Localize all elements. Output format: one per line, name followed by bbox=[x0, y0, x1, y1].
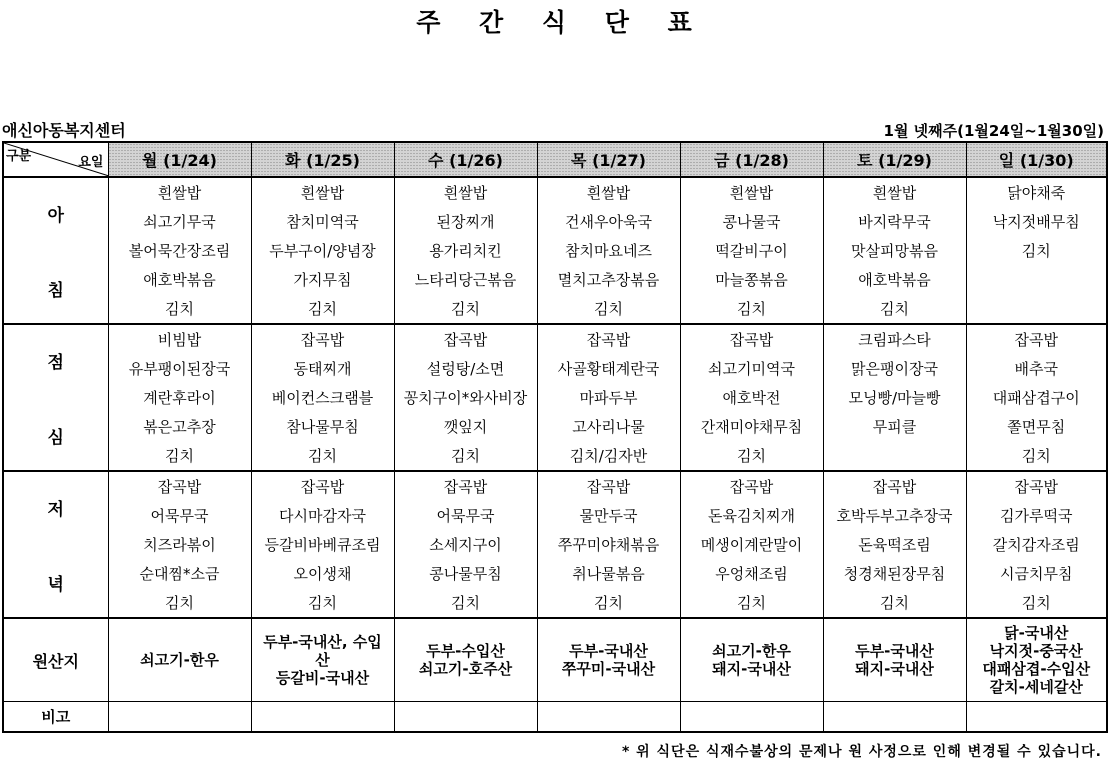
menu-item: 잡곡밥 bbox=[537, 471, 680, 501]
menu-item: 순대찜*소금 bbox=[108, 559, 251, 588]
footer-note: * 위 식단은 식재수불상의 문제나 원 사정으로 인해 변경될 수 있습니다. bbox=[621, 744, 1102, 760]
menu-item: 흰쌀밥 bbox=[394, 177, 537, 207]
menu-item: 호박두부고추장국 bbox=[823, 501, 966, 530]
day-header: 토 (1/29) bbox=[823, 142, 966, 177]
menu-item: 김치 bbox=[394, 294, 537, 324]
note-row bbox=[3, 702, 1107, 733]
day-header: 목 (1/27) bbox=[537, 142, 680, 177]
menu-item: 떡갈비구이 bbox=[680, 236, 823, 265]
meal-label-top: 점 bbox=[47, 352, 64, 373]
origin-line: 두부-수입산 bbox=[426, 642, 505, 660]
menu-item bbox=[823, 441, 966, 471]
page-title: 주 간 식 단 표 bbox=[416, 8, 707, 37]
origin-line: 두부-국내산 bbox=[855, 642, 934, 660]
note-cell bbox=[680, 702, 823, 733]
corner-cell bbox=[3, 142, 108, 177]
menu-item: 설렁탕/소면 bbox=[394, 354, 537, 383]
menu-item: 김치 bbox=[537, 588, 680, 618]
origin-line: 두부-국내산 bbox=[569, 642, 648, 660]
menu-item: 참치미역국 bbox=[251, 207, 394, 236]
menu-item: 흰쌀밥 bbox=[823, 177, 966, 207]
menu-item: 애호박볶음 bbox=[108, 265, 251, 294]
menu-item: 애호박전 bbox=[680, 383, 823, 412]
meal-row bbox=[3, 559, 1107, 588]
day-header: 월 (1/24) bbox=[108, 142, 251, 177]
note-cell bbox=[251, 702, 394, 733]
origin-cell bbox=[966, 618, 1107, 702]
menu-item: 계란후라이 bbox=[108, 383, 251, 412]
menu-item: 맑은팽이장국 bbox=[823, 354, 966, 383]
day-header: 금 (1/28) bbox=[680, 142, 823, 177]
menu-item: 유부팽이된장국 bbox=[108, 354, 251, 383]
menu-item: 김치 bbox=[823, 588, 966, 618]
origin-line: 등갈비-국내산 bbox=[275, 669, 370, 687]
menu-item: 김치 bbox=[251, 294, 394, 324]
menu-item: 용가리치킨 bbox=[394, 236, 537, 265]
menu-item: 모닝빵/마늘빵 bbox=[823, 383, 966, 412]
meal-row bbox=[3, 294, 1107, 324]
origin-cell bbox=[394, 618, 537, 702]
menu-item: 가지무침 bbox=[251, 265, 394, 294]
meal-row bbox=[3, 324, 1107, 354]
center-name: 애신아동복지센터 bbox=[2, 121, 126, 140]
menu-item: 갈치감자조림 bbox=[966, 530, 1107, 559]
origin-line: 산 bbox=[315, 651, 330, 669]
menu-item bbox=[966, 294, 1107, 324]
menu-item: 잡곡밥 bbox=[823, 471, 966, 501]
origin-cell bbox=[537, 618, 680, 702]
menu-item: 콩나물국 bbox=[680, 207, 823, 236]
menu-item: 콩나물무침 bbox=[394, 559, 537, 588]
meal-label bbox=[3, 471, 108, 618]
origin-line: 쇠고기-한우 bbox=[712, 642, 791, 660]
meal-row bbox=[3, 265, 1107, 294]
menu-item: 낙지젓배무침 bbox=[966, 207, 1107, 236]
note-cell bbox=[966, 702, 1107, 733]
menu-item: 잡곡밥 bbox=[680, 471, 823, 501]
menu-item: 김치 bbox=[680, 441, 823, 471]
menu-item: 김치 bbox=[251, 588, 394, 618]
menu-item: 메생이계란말이 bbox=[680, 530, 823, 559]
menu-item: 어묵무국 bbox=[108, 501, 251, 530]
meal-row bbox=[3, 207, 1107, 236]
menu-item: 김치 bbox=[394, 441, 537, 471]
menu-item: 볶은고추장 bbox=[108, 412, 251, 441]
meal-row bbox=[3, 412, 1107, 441]
menu-item: 흰쌀밥 bbox=[680, 177, 823, 207]
menu-item: 닭야채죽 bbox=[966, 177, 1107, 207]
meal-row bbox=[3, 236, 1107, 265]
menu-item: 물만두국 bbox=[537, 501, 680, 530]
menu-item: 잡곡밥 bbox=[680, 324, 823, 354]
menu-item: 흰쌀밥 bbox=[108, 177, 251, 207]
menu-item: 흰쌀밥 bbox=[251, 177, 394, 207]
menu-item: 어묵무국 bbox=[394, 501, 537, 530]
meal-row bbox=[3, 530, 1107, 559]
origin-line: 대패삼겹-수입산 bbox=[982, 660, 1091, 678]
menu-item: 참치마요네즈 bbox=[537, 236, 680, 265]
origin-cell bbox=[823, 618, 966, 702]
meal-row bbox=[3, 471, 1107, 501]
menu-item: 느타리당근볶음 bbox=[394, 265, 537, 294]
menu-item: 등갈비바베큐조림 bbox=[251, 530, 394, 559]
origin-cell bbox=[680, 618, 823, 702]
week-label: 1월 넷째주(1월24일~1월30일) bbox=[883, 122, 1104, 140]
menu-item: 비빔밥 bbox=[108, 324, 251, 354]
day-header: 화 (1/25) bbox=[251, 142, 394, 177]
menu-item: 깻잎지 bbox=[394, 412, 537, 441]
menu-item: 크림파스타 bbox=[823, 324, 966, 354]
menu-item: 된장찌개 bbox=[394, 207, 537, 236]
menu-item: 잡곡밥 bbox=[394, 324, 537, 354]
menu-item: 애호박볶음 bbox=[823, 265, 966, 294]
menu-item: 베이컨스크램블 bbox=[251, 383, 394, 412]
menu-item: 쫄면무침 bbox=[966, 412, 1107, 441]
menu-item: 배추국 bbox=[966, 354, 1107, 383]
header-row bbox=[3, 142, 1107, 177]
note-cell bbox=[394, 702, 537, 733]
meal-row bbox=[3, 441, 1107, 471]
menu-item: 잡곡밥 bbox=[966, 324, 1107, 354]
meal-row bbox=[3, 383, 1107, 412]
menu-item: 흰쌀밥 bbox=[537, 177, 680, 207]
note-cell bbox=[823, 702, 966, 733]
menu-item: 김가루떡국 bbox=[966, 501, 1107, 530]
origin-line: 닭-국내산 bbox=[1004, 624, 1069, 642]
menu-item: 잡곡밥 bbox=[251, 324, 394, 354]
meal-label bbox=[3, 177, 108, 324]
menu-item: 김치 bbox=[966, 236, 1107, 265]
origin-line: 두부-국내산, 수입 bbox=[263, 633, 382, 651]
menu-item: 김치 bbox=[108, 294, 251, 324]
menu-item: 맛살피망볶음 bbox=[823, 236, 966, 265]
menu-item: 쇠고기무국 bbox=[108, 207, 251, 236]
menu-item: 김치 bbox=[108, 441, 251, 471]
menu-item: 김치 bbox=[108, 588, 251, 618]
menu-item: 볼어묵간장조림 bbox=[108, 236, 251, 265]
menu-item: 잡곡밥 bbox=[108, 471, 251, 501]
menu-item: 돈육김치찌개 bbox=[680, 501, 823, 530]
meal-label-bottom: 심 bbox=[47, 427, 64, 448]
origin-line: 돼지-국내산 bbox=[712, 660, 791, 678]
menu-item: 쭈꾸미야채볶음 bbox=[537, 530, 680, 559]
menu-item: 김치 bbox=[537, 294, 680, 324]
origin-row bbox=[3, 618, 1107, 702]
meal-label-top: 아 bbox=[47, 205, 64, 226]
corner-label-day: 요일 bbox=[78, 155, 104, 170]
menu-item: 돈육떡조림 bbox=[823, 530, 966, 559]
day-header: 수 (1/26) bbox=[394, 142, 537, 177]
origin-line: 돼지-국내산 bbox=[855, 660, 934, 678]
menu-item: 김치 bbox=[680, 588, 823, 618]
menu-item: 취나물볶음 bbox=[537, 559, 680, 588]
note-label: 비고 bbox=[3, 702, 108, 733]
menu-item bbox=[966, 265, 1107, 294]
menu-item: 김치 bbox=[966, 588, 1107, 618]
menu-item: 참나물무침 bbox=[251, 412, 394, 441]
day-header: 일 (1/30) bbox=[966, 142, 1107, 177]
menu-item: 김치/김자반 bbox=[537, 441, 680, 471]
origin-line: 갈치-세네갈산 bbox=[989, 678, 1083, 696]
menu-item: 마늘쫑볶음 bbox=[680, 265, 823, 294]
menu-item: 김치 bbox=[823, 294, 966, 324]
origin-cell bbox=[108, 618, 251, 702]
menu-item: 꽁치구이*와사비장 bbox=[394, 383, 537, 412]
menu-item: 우엉채조림 bbox=[680, 559, 823, 588]
note-cell bbox=[108, 702, 251, 733]
menu-item: 고사리나물 bbox=[537, 412, 680, 441]
menu-item: 소세지구이 bbox=[394, 530, 537, 559]
origin-line: 쇠고기-한우 bbox=[140, 651, 219, 669]
menu-item: 마파두부 bbox=[537, 383, 680, 412]
origin-line: 낙지젓-중국산 bbox=[989, 642, 1083, 660]
menu-item: 청경채된장무침 bbox=[823, 559, 966, 588]
menu-item: 김치 bbox=[394, 588, 537, 618]
menu-item: 김치 bbox=[251, 441, 394, 471]
origin-line: 쇠고기-호주산 bbox=[418, 660, 513, 678]
meal-label-bottom: 녁 bbox=[47, 574, 64, 595]
menu-item: 두부구이/양념장 bbox=[251, 236, 394, 265]
origin-line: 쭈꾸미-국내산 bbox=[561, 660, 656, 678]
menu-item: 멸치고추장볶음 bbox=[537, 265, 680, 294]
note-cell bbox=[537, 702, 680, 733]
menu-item: 사골황태계란국 bbox=[537, 354, 680, 383]
menu-item: 쇠고기미역국 bbox=[680, 354, 823, 383]
menu-item: 다시마감자국 bbox=[251, 501, 394, 530]
origin-cell bbox=[251, 618, 394, 702]
corner-label-category: 구분 bbox=[6, 149, 32, 164]
menu-table bbox=[2, 141, 1108, 733]
meal-row bbox=[3, 177, 1107, 207]
menu-item: 잡곡밥 bbox=[251, 471, 394, 501]
meal-label-top: 저 bbox=[47, 499, 64, 520]
origin-label: 원산지 bbox=[3, 618, 108, 702]
meal-row bbox=[3, 501, 1107, 530]
menu-item: 간재미야채무침 bbox=[680, 412, 823, 441]
menu-item: 건새우아욱국 bbox=[537, 207, 680, 236]
menu-item: 잡곡밥 bbox=[394, 471, 537, 501]
menu-item: 김치 bbox=[966, 441, 1107, 471]
menu-item: 오이생채 bbox=[251, 559, 394, 588]
meal-row bbox=[3, 588, 1107, 618]
meal-row bbox=[3, 354, 1107, 383]
menu-item: 김치 bbox=[680, 294, 823, 324]
menu-item: 잡곡밥 bbox=[966, 471, 1107, 501]
menu-item: 잡곡밥 bbox=[537, 324, 680, 354]
menu-item: 동태찌개 bbox=[251, 354, 394, 383]
menu-item: 무피클 bbox=[823, 412, 966, 441]
menu-item: 바지락무국 bbox=[823, 207, 966, 236]
menu-item: 대패삼겹구이 bbox=[966, 383, 1107, 412]
menu-item: 치즈라볶이 bbox=[108, 530, 251, 559]
meal-label bbox=[3, 324, 108, 471]
menu-item: 시금치무침 bbox=[966, 559, 1107, 588]
meal-label-bottom: 침 bbox=[47, 280, 64, 301]
